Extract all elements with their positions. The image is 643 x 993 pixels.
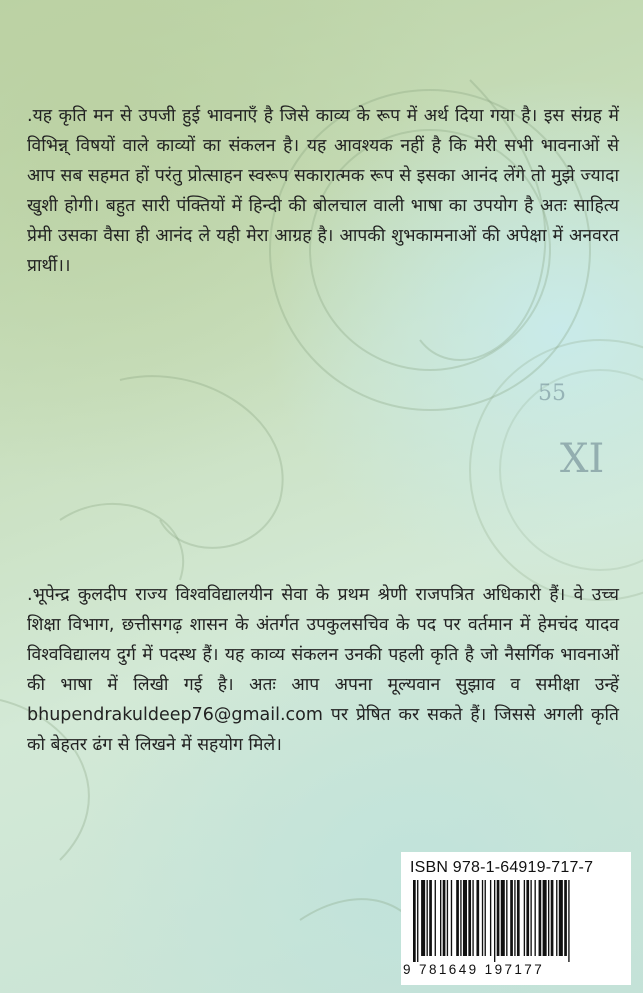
- barcode-bar: [456, 880, 459, 956]
- barcode-bar: [530, 880, 531, 956]
- barcode-bar: [514, 880, 515, 956]
- clock-numeral-xi: XI: [560, 436, 605, 482]
- barcode-bar: [427, 880, 428, 956]
- isbn-barcode-block: [401, 852, 631, 985]
- barcode-bar: [517, 880, 520, 956]
- barcode-bar: [535, 880, 536, 956]
- barcode-bars: [413, 880, 619, 962]
- barcode-bar: [510, 880, 513, 956]
- barcode-bar: [413, 880, 416, 962]
- barcode-bar: [506, 880, 507, 956]
- barcode-bar: [435, 880, 436, 956]
- barcode-bar: [429, 880, 432, 956]
- barcode-bar: [451, 880, 452, 956]
- barcode-bar: [417, 880, 418, 962]
- barcode-bar: [490, 880, 491, 956]
- barcode-bar: [551, 880, 554, 956]
- book-description-paragraph: .यह कृति मन से उपजी हुई भावनाएँ है जिसे काव्य के रूप में अर्थ दिया गया है। इस संग्रह में विभिन्न् विषयों वाले काव्यों का संकलन है। यह आवश्यक नहीं है कि मेरी सभी भावनाओं से आप सब सहमत हों परंतु प्रोत्साहन स्वरूप सकारात्मक रूप से इसका आनंद लेंगे तो मुझे ज्यादा खुशी होगी। बहुत सारी पंक्तियों में हिन्दी की बोलचाल वाली भाषा का उपयोग है अतः साहित्य प्रेमी उसका वैसा ही आनंद ले यही मेरा आग्रह है। आपकी शुभकामनाओं की अपेक्षा में अनवरत प्रार्थी।।: [27, 106, 619, 276]
- barcode-bar: [440, 880, 441, 956]
- barcode-bar: [443, 880, 446, 956]
- barcode-bar: [476, 880, 479, 956]
- author-bio-paragraph: .भूपेन्द्र कुलदीप राज्य विश्वविद्यालयीन सेवा के प्रथम श्रेणी राजपत्रित अधिकारी हैं। वे उच्च शिक्षा विभाग, छत्तीसगढ़ शासन के अंतर्गत उपकुलसचिव के पद पर वर्तमान में हेमचंद यादव विश्वविद्यालय दुर्ग में पदस्थ हैं। यह काव्य संकलन उनकी पहली कृति है जो नैसर्गिक भावनाओं की भाषा में लिखी गई है। अतः आप अपना मूल्यवान सुझाव व समीक्षा उन्हें bhupendrakuldeep76@gmail.com पर प्रेषित कर सकते हैं। जिससे अगली कृति को बेहतर ढंग से लिखने में सहयोग मिले।: [27, 585, 619, 755]
- barcode-bar: [501, 880, 505, 956]
- barcode-bar: [543, 880, 547, 956]
- barcode-bar: [559, 880, 563, 956]
- barcode-digits: 9 781649 197177: [403, 962, 545, 977]
- barcode-bar: [472, 880, 473, 956]
- barcode-bar: [485, 880, 486, 956]
- barcode-bar: [548, 880, 549, 956]
- barcode-bar: [447, 880, 448, 956]
- barcode-bar: [463, 880, 467, 956]
- barcode-bar: [539, 880, 542, 956]
- barcode-bar: [564, 880, 567, 956]
- barcode-bar: [468, 880, 471, 956]
- barcode-bar: [421, 880, 425, 956]
- barcode-bar: [482, 880, 483, 956]
- barcode-bar: [460, 880, 461, 956]
- barcode-bar: [568, 880, 569, 962]
- clock-numeral-55: 55: [538, 381, 566, 406]
- isbn-label: ISBN 978-1-64919-717-7: [410, 859, 594, 876]
- barcode-bar: [494, 880, 495, 962]
- barcode-bar: [526, 880, 529, 956]
- barcode-bar: [497, 880, 500, 956]
- barcode-bar: [556, 880, 557, 956]
- barcode-bar: [524, 880, 525, 956]
